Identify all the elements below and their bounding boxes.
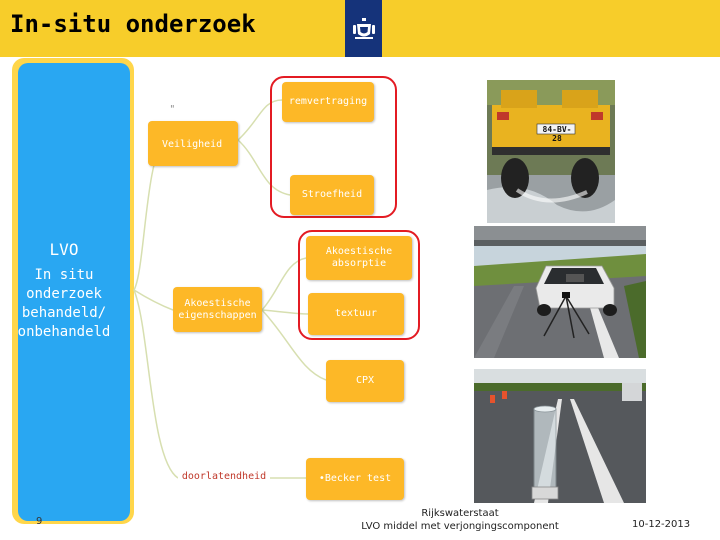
truck-license-plate: 84-BV-28: [542, 125, 572, 143]
node-remvertraging-label: remvertraging: [288, 96, 368, 107]
sidebar-subtitle-line: In situ: [34, 267, 94, 283]
footer-subject: LVO middel met verjongingscomponent: [361, 521, 559, 532]
slide-number: 9: [36, 516, 43, 527]
footer-org: Rijkswaterstaat: [421, 508, 499, 519]
page-title: In-situ onderzoek: [10, 10, 256, 38]
photo-becker-test: [474, 369, 646, 503]
highway-car-illustration: [474, 226, 646, 358]
node-akoestische-eigenschappen-label-1: Akoestische: [184, 297, 251, 309]
photo-friction-truck: [487, 80, 615, 223]
node-akoestische-absorptie-label-2: absorptie: [331, 258, 387, 269]
connector-main-3: [134, 290, 178, 478]
node-textuur[interactable]: [308, 293, 404, 335]
connector-main-2: [134, 290, 173, 310]
sidebar-heading: LVO: [49, 240, 79, 259]
node-veiligheid-label: Veiligheid: [162, 139, 223, 150]
stray-mark: ": [170, 104, 175, 115]
node-akoestische-eigenschappen-label-2: eigenschappen: [178, 309, 257, 321]
node-akoestische-absorptie[interactable]: [306, 236, 412, 280]
node-stroefheid-label: Stroefheid: [301, 189, 363, 200]
sidebar-subtitle-line: onderzoek: [26, 286, 102, 302]
node-doorlatendheid[interactable]: [178, 458, 270, 496]
node-textuur-label: textuur: [334, 308, 378, 319]
footer-info: [340, 507, 580, 533]
photo-acoustic-measurement: [474, 226, 646, 358]
sidebar-subtitle-line: behandeld/: [21, 305, 107, 321]
node-remvertraging[interactable]: [282, 82, 374, 122]
node-veiligheid[interactable]: [148, 121, 238, 166]
node-stroefheid[interactable]: [290, 175, 374, 215]
node-becker-test[interactable]: [306, 458, 404, 500]
node-akoestische-absorptie-label-1: Akoestische: [325, 246, 393, 257]
sidebar-subtitle-line: onbehandeld: [17, 324, 111, 340]
becker-cylinder-illustration: [474, 369, 646, 503]
node-becker-test-label: •Becker test: [318, 473, 392, 484]
footer-date: 10-12-2013: [632, 519, 691, 530]
node-cpx-label: CPX: [355, 375, 375, 386]
node-doorlatendheid-label: doorlatendheid: [181, 471, 267, 482]
node-akoestische-eigenschappen[interactable]: [173, 287, 262, 332]
truck-illustration: [487, 80, 615, 223]
node-cpx[interactable]: [326, 360, 404, 402]
